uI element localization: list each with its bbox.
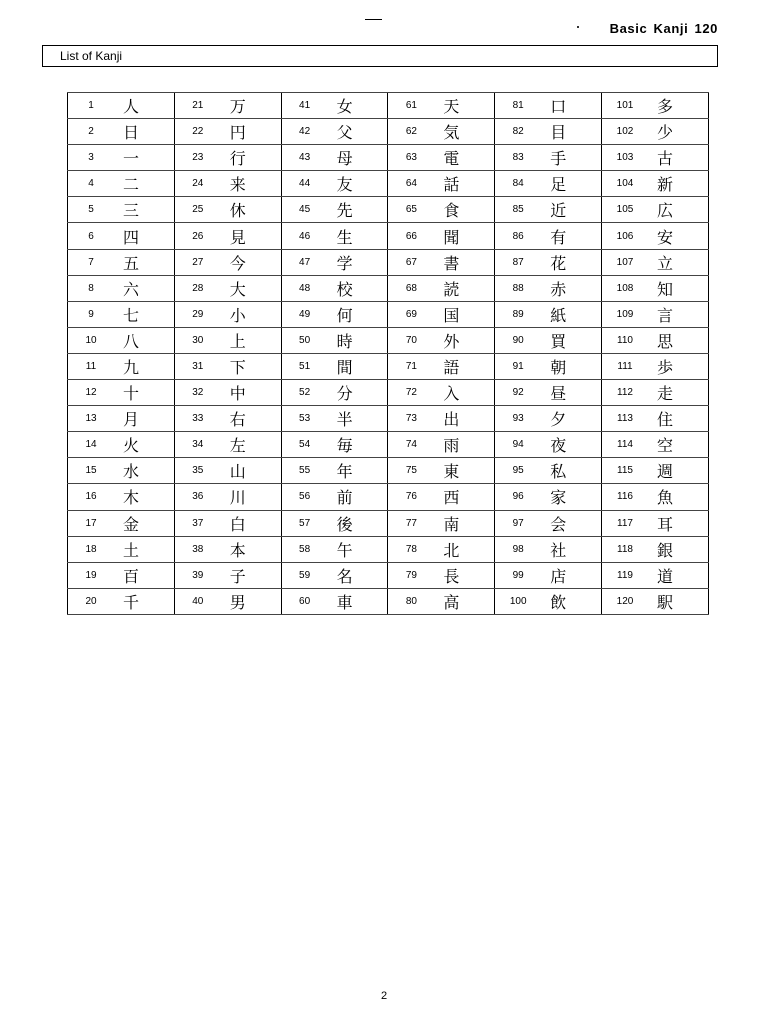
kanji-number: 2 <box>68 119 115 145</box>
kanji-character: 家 <box>541 484 601 510</box>
kanji-number: 105 <box>601 197 648 223</box>
kanji-number: 70 <box>388 327 435 353</box>
kanji-character: 生 <box>328 223 388 249</box>
kanji-number: 78 <box>388 536 435 562</box>
kanji-number: 97 <box>495 510 542 536</box>
kanji-number: 4 <box>68 171 115 197</box>
kanji-number: 25 <box>174 197 221 223</box>
kanji-character: 魚 <box>648 484 708 510</box>
kanji-number: 23 <box>174 145 221 171</box>
kanji-character: 住 <box>648 406 708 432</box>
kanji-character: 多 <box>648 93 708 119</box>
kanji-character: 行 <box>221 145 281 171</box>
kanji-character: 夜 <box>541 432 601 458</box>
kanji-number: 95 <box>495 458 542 484</box>
kanji-character: 近 <box>541 197 601 223</box>
table-row <box>68 510 709 536</box>
kanji-character: 話 <box>434 171 494 197</box>
kanji-number: 67 <box>388 249 435 275</box>
kanji-character: 花 <box>541 249 601 275</box>
kanji-character: 食 <box>434 197 494 223</box>
kanji-character: 週 <box>648 458 708 484</box>
kanji-character: 手 <box>541 145 601 171</box>
kanji-character: 天 <box>434 93 494 119</box>
kanji-table-body <box>68 93 709 615</box>
kanji-character: 人 <box>114 93 174 119</box>
kanji-character: 半 <box>328 406 388 432</box>
kanji-number: 107 <box>601 249 648 275</box>
kanji-number: 50 <box>281 327 328 353</box>
kanji-character: 思 <box>648 327 708 353</box>
kanji-character: 七 <box>114 301 174 327</box>
table-row <box>68 484 709 510</box>
kanji-character: 見 <box>221 223 281 249</box>
kanji-number: 88 <box>495 275 542 301</box>
kanji-number: 111 <box>601 353 648 379</box>
kanji-number: 32 <box>174 380 221 406</box>
kanji-number: 13 <box>68 406 115 432</box>
top-dot-mark <box>577 26 579 28</box>
section-label: List of Kanji <box>60 49 123 63</box>
table-row <box>68 327 709 353</box>
kanji-number: 100 <box>495 588 542 614</box>
kanji-character: 店 <box>541 562 601 588</box>
kanji-character: 車 <box>328 588 388 614</box>
kanji-number: 63 <box>388 145 435 171</box>
kanji-number: 82 <box>495 119 542 145</box>
kanji-character: 駅 <box>648 588 708 614</box>
kanji-character: 千 <box>114 588 174 614</box>
kanji-number: 101 <box>601 93 648 119</box>
kanji-number: 20 <box>68 588 115 614</box>
kanji-number: 51 <box>281 353 328 379</box>
kanji-number: 39 <box>174 562 221 588</box>
kanji-number: 47 <box>281 249 328 275</box>
kanji-number: 3 <box>68 145 115 171</box>
kanji-number: 61 <box>388 93 435 119</box>
top-rule-mark <box>365 19 382 20</box>
kanji-number: 62 <box>388 119 435 145</box>
kanji-number: 118 <box>601 536 648 562</box>
kanji-number: 60 <box>281 588 328 614</box>
kanji-character: 外 <box>434 327 494 353</box>
kanji-number: 28 <box>174 275 221 301</box>
kanji-character: 二 <box>114 171 174 197</box>
kanji-number: 75 <box>388 458 435 484</box>
kanji-number: 27 <box>174 249 221 275</box>
table-row <box>68 432 709 458</box>
kanji-character: 休 <box>221 197 281 223</box>
kanji-number: 46 <box>281 223 328 249</box>
table-row <box>68 562 709 588</box>
kanji-character: 男 <box>221 588 281 614</box>
kanji-number: 55 <box>281 458 328 484</box>
table-row <box>68 275 709 301</box>
kanji-number: 74 <box>388 432 435 458</box>
kanji-number: 26 <box>174 223 221 249</box>
kanji-number: 86 <box>495 223 542 249</box>
kanji-character: 電 <box>434 145 494 171</box>
kanji-number: 68 <box>388 275 435 301</box>
kanji-number: 66 <box>388 223 435 249</box>
kanji-character: 何 <box>328 301 388 327</box>
kanji-number: 15 <box>68 458 115 484</box>
table-row <box>68 301 709 327</box>
kanji-character: 金 <box>114 510 174 536</box>
kanji-character: 空 <box>648 432 708 458</box>
kanji-character: 読 <box>434 275 494 301</box>
kanji-character: 新 <box>648 171 708 197</box>
kanji-character: 百 <box>114 562 174 588</box>
kanji-number: 110 <box>601 327 648 353</box>
kanji-character: 五 <box>114 249 174 275</box>
kanji-number: 17 <box>68 510 115 536</box>
kanji-character: 時 <box>328 327 388 353</box>
table-row <box>68 588 709 614</box>
kanji-number: 104 <box>601 171 648 197</box>
kanji-number: 79 <box>388 562 435 588</box>
kanji-number: 116 <box>601 484 648 510</box>
kanji-character: 十 <box>114 380 174 406</box>
kanji-character: 高 <box>434 588 494 614</box>
kanji-character: 一 <box>114 145 174 171</box>
kanji-character: 右 <box>221 406 281 432</box>
kanji-number: 59 <box>281 562 328 588</box>
kanji-number: 85 <box>495 197 542 223</box>
kanji-number: 48 <box>281 275 328 301</box>
kanji-number: 12 <box>68 380 115 406</box>
kanji-character: 校 <box>328 275 388 301</box>
kanji-number: 115 <box>601 458 648 484</box>
kanji-character: 足 <box>541 171 601 197</box>
kanji-character: 社 <box>541 536 601 562</box>
kanji-number: 69 <box>388 301 435 327</box>
kanji-number: 22 <box>174 119 221 145</box>
kanji-number: 96 <box>495 484 542 510</box>
kanji-number: 99 <box>495 562 542 588</box>
kanji-number: 57 <box>281 510 328 536</box>
kanji-number: 103 <box>601 145 648 171</box>
kanji-character: 歩 <box>648 353 708 379</box>
kanji-character: 赤 <box>541 275 601 301</box>
kanji-character: 月 <box>114 406 174 432</box>
kanji-number: 33 <box>174 406 221 432</box>
table-row <box>68 145 709 171</box>
kanji-number: 52 <box>281 380 328 406</box>
kanji-number: 56 <box>281 484 328 510</box>
kanji-character: 九 <box>114 353 174 379</box>
kanji-number: 91 <box>495 353 542 379</box>
kanji-number: 92 <box>495 380 542 406</box>
kanji-character: 知 <box>648 275 708 301</box>
kanji-number: 37 <box>174 510 221 536</box>
kanji-number: 7 <box>68 249 115 275</box>
kanji-number: 72 <box>388 380 435 406</box>
kanji-character: 語 <box>434 353 494 379</box>
kanji-character: 川 <box>221 484 281 510</box>
kanji-character: 中 <box>221 380 281 406</box>
kanji-character: 女 <box>328 93 388 119</box>
kanji-character: 午 <box>328 536 388 562</box>
kanji-number: 19 <box>68 562 115 588</box>
kanji-number: 64 <box>388 171 435 197</box>
kanji-character: 国 <box>434 301 494 327</box>
kanji-character: 学 <box>328 249 388 275</box>
kanji-character: 北 <box>434 536 494 562</box>
kanji-number: 38 <box>174 536 221 562</box>
kanji-character: 会 <box>541 510 601 536</box>
kanji-number: 81 <box>495 93 542 119</box>
kanji-number: 65 <box>388 197 435 223</box>
kanji-number: 58 <box>281 536 328 562</box>
table-row <box>68 171 709 197</box>
kanji-character: 買 <box>541 327 601 353</box>
kanji-number: 49 <box>281 301 328 327</box>
kanji-number: 43 <box>281 145 328 171</box>
kanji-character: 年 <box>328 458 388 484</box>
kanji-number: 102 <box>601 119 648 145</box>
kanji-character: 木 <box>114 484 174 510</box>
kanji-number: 117 <box>601 510 648 536</box>
kanji-character: 気 <box>434 119 494 145</box>
kanji-number: 21 <box>174 93 221 119</box>
kanji-number: 119 <box>601 562 648 588</box>
table-row <box>68 406 709 432</box>
kanji-character: 間 <box>328 353 388 379</box>
kanji-number: 30 <box>174 327 221 353</box>
kanji-character: 古 <box>648 145 708 171</box>
page-number: 2 <box>380 990 388 1002</box>
kanji-character: 紙 <box>541 301 601 327</box>
kanji-table <box>67 92 709 615</box>
kanji-number: 112 <box>601 380 648 406</box>
table-row <box>68 249 709 275</box>
document-title: Basic Kanji 120 <box>609 21 718 36</box>
kanji-character: 私 <box>541 458 601 484</box>
kanji-character: 夕 <box>541 406 601 432</box>
kanji-number: 87 <box>495 249 542 275</box>
kanji-character: 昼 <box>541 380 601 406</box>
kanji-character: 小 <box>221 301 281 327</box>
kanji-number: 53 <box>281 406 328 432</box>
kanji-number: 93 <box>495 406 542 432</box>
kanji-character: 銀 <box>648 536 708 562</box>
kanji-character: 東 <box>434 458 494 484</box>
kanji-character: 円 <box>221 119 281 145</box>
kanji-character: 下 <box>221 353 281 379</box>
kanji-character: 立 <box>648 249 708 275</box>
kanji-number: 114 <box>601 432 648 458</box>
kanji-number: 34 <box>174 432 221 458</box>
table-row <box>68 223 709 249</box>
table-row <box>68 119 709 145</box>
table-row <box>68 353 709 379</box>
kanji-character: 有 <box>541 223 601 249</box>
kanji-character: 先 <box>328 197 388 223</box>
kanji-number: 6 <box>68 223 115 249</box>
kanji-character: 道 <box>648 562 708 588</box>
kanji-character: 聞 <box>434 223 494 249</box>
kanji-character: 後 <box>328 510 388 536</box>
kanji-character: 耳 <box>648 510 708 536</box>
kanji-character: 白 <box>221 510 281 536</box>
kanji-number: 45 <box>281 197 328 223</box>
kanji-character: 出 <box>434 406 494 432</box>
kanji-number: 108 <box>601 275 648 301</box>
kanji-number: 80 <box>388 588 435 614</box>
kanji-character: 本 <box>221 536 281 562</box>
kanji-number: 18 <box>68 536 115 562</box>
kanji-character: 八 <box>114 327 174 353</box>
table-row <box>68 536 709 562</box>
kanji-number: 76 <box>388 484 435 510</box>
kanji-number: 84 <box>495 171 542 197</box>
kanji-number: 5 <box>68 197 115 223</box>
kanji-number: 77 <box>388 510 435 536</box>
kanji-character: 口 <box>541 93 601 119</box>
kanji-character: 少 <box>648 119 708 145</box>
kanji-character: 名 <box>328 562 388 588</box>
kanji-character: 母 <box>328 145 388 171</box>
kanji-number: 24 <box>174 171 221 197</box>
kanji-character: 来 <box>221 171 281 197</box>
kanji-character: 西 <box>434 484 494 510</box>
kanji-number: 83 <box>495 145 542 171</box>
kanji-character: 書 <box>434 249 494 275</box>
kanji-number: 31 <box>174 353 221 379</box>
kanji-character: 万 <box>221 93 281 119</box>
kanji-character: 火 <box>114 432 174 458</box>
section-header-box <box>42 45 718 67</box>
kanji-number: 94 <box>495 432 542 458</box>
kanji-character: 走 <box>648 380 708 406</box>
kanji-character: 雨 <box>434 432 494 458</box>
kanji-number: 42 <box>281 119 328 145</box>
kanji-number: 16 <box>68 484 115 510</box>
kanji-number: 98 <box>495 536 542 562</box>
kanji-character: 上 <box>221 327 281 353</box>
kanji-character: 水 <box>114 458 174 484</box>
kanji-character: 分 <box>328 380 388 406</box>
kanji-number: 40 <box>174 588 221 614</box>
table-row <box>68 380 709 406</box>
kanji-character: 父 <box>328 119 388 145</box>
kanji-number: 71 <box>388 353 435 379</box>
kanji-number: 54 <box>281 432 328 458</box>
kanji-character: 言 <box>648 301 708 327</box>
kanji-character: 長 <box>434 562 494 588</box>
kanji-number: 11 <box>68 353 115 379</box>
table-row <box>68 458 709 484</box>
table-row <box>68 93 709 119</box>
kanji-number: 41 <box>281 93 328 119</box>
kanji-number: 10 <box>68 327 115 353</box>
kanji-character: 広 <box>648 197 708 223</box>
kanji-number: 109 <box>601 301 648 327</box>
kanji-character: 飲 <box>541 588 601 614</box>
kanji-number: 73 <box>388 406 435 432</box>
table-row <box>68 197 709 223</box>
kanji-character: 毎 <box>328 432 388 458</box>
kanji-character: 三 <box>114 197 174 223</box>
kanji-number: 106 <box>601 223 648 249</box>
kanji-number: 1 <box>68 93 115 119</box>
kanji-number: 113 <box>601 406 648 432</box>
kanji-character: 入 <box>434 380 494 406</box>
kanji-number: 9 <box>68 301 115 327</box>
kanji-character: 目 <box>541 119 601 145</box>
kanji-character: 土 <box>114 536 174 562</box>
kanji-character: 四 <box>114 223 174 249</box>
kanji-number: 8 <box>68 275 115 301</box>
kanji-character: 左 <box>221 432 281 458</box>
kanji-number: 89 <box>495 301 542 327</box>
kanji-character: 大 <box>221 275 281 301</box>
kanji-number: 120 <box>601 588 648 614</box>
kanji-number: 36 <box>174 484 221 510</box>
kanji-character: 朝 <box>541 353 601 379</box>
kanji-character: 安 <box>648 223 708 249</box>
kanji-character: 六 <box>114 275 174 301</box>
kanji-character: 日 <box>114 119 174 145</box>
kanji-character: 今 <box>221 249 281 275</box>
kanji-character: 友 <box>328 171 388 197</box>
kanji-number: 14 <box>68 432 115 458</box>
kanji-character: 山 <box>221 458 281 484</box>
kanji-number: 90 <box>495 327 542 353</box>
kanji-character: 前 <box>328 484 388 510</box>
kanji-number: 35 <box>174 458 221 484</box>
kanji-character: 南 <box>434 510 494 536</box>
kanji-character: 子 <box>221 562 281 588</box>
kanji-number: 29 <box>174 301 221 327</box>
kanji-number: 44 <box>281 171 328 197</box>
